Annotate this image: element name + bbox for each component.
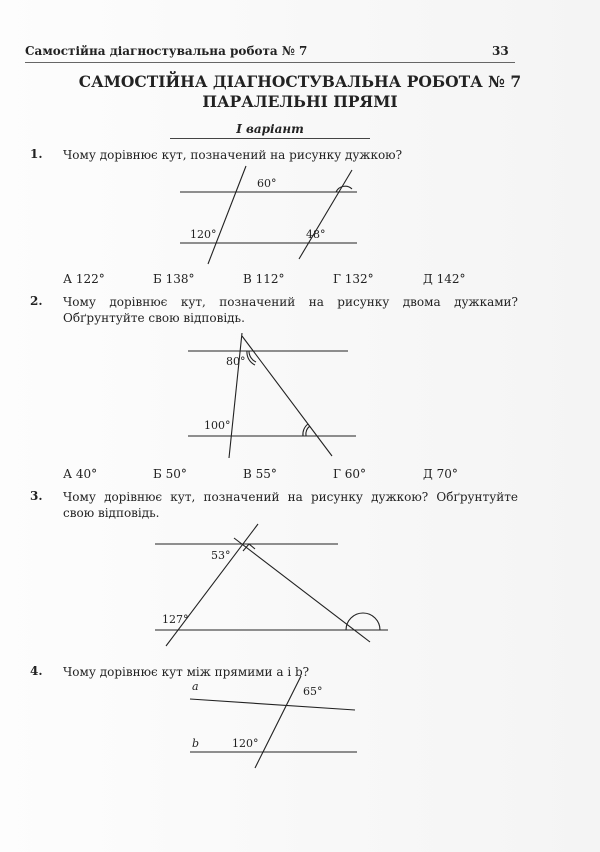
answer-option: Д 142°: [423, 272, 466, 286]
angle-label: 53°: [211, 549, 231, 562]
answer-option: В 55°: [243, 467, 277, 481]
angle-label: 65°: [303, 685, 323, 698]
page-subtitle: ПАРАЛЕЛЬНІ ПРЯМІ: [202, 92, 398, 111]
answer-option: В 112°: [243, 272, 285, 286]
answer-option: Г 132°: [333, 272, 374, 286]
question-number: 3.: [30, 489, 43, 503]
page-title: САМОСТІЙНА ДІАГНОСТУВАЛЬНА РОБОТА № 7: [78, 72, 522, 91]
angle-label: 80°: [226, 355, 246, 368]
question-text: Чому дорівнює кут, позначений на рисунку дужкою?: [63, 148, 403, 162]
angle-label: 60°: [257, 177, 277, 190]
figure-3: [155, 524, 388, 646]
angle-label: 127°: [162, 613, 189, 626]
answer-option: А 122°: [63, 272, 105, 286]
question-number: 4.: [30, 664, 43, 678]
answer-option: Б 138°: [153, 272, 195, 286]
question-text: Чому дорівнює кут, позначений на рисунку дужкою? Обґрунтуйте свою відповідь.: [63, 490, 518, 520]
angle-label: 100°: [204, 419, 231, 432]
page-number: 33: [492, 44, 509, 58]
question-number: 1.: [30, 147, 43, 161]
running-header: Самостійна діагностувальна робота № 7: [25, 44, 308, 58]
answer-option: Д 70°: [423, 467, 458, 481]
question-text: Чому дорівнює кут між прямими a і b?: [63, 665, 310, 679]
variant-heading: I варіант: [170, 122, 370, 139]
answer-option: Б 50°: [153, 467, 187, 481]
angle-label: 120°: [232, 737, 259, 750]
answer-option: Г 60°: [333, 467, 367, 481]
line-label-a: a: [192, 680, 199, 693]
figure-2: [188, 333, 356, 458]
angle-label: 120°: [190, 228, 217, 241]
question-text: Чому дорівнює кут, позначений на рисунку двома дужками? Обґрунтуйте свою відповідь.: [63, 295, 518, 325]
question-number: 2.: [30, 294, 43, 308]
line-label-b: b: [192, 737, 200, 750]
figure-4: [190, 676, 357, 768]
answer-option: А 40°: [63, 467, 98, 481]
figure-1: [180, 166, 357, 264]
angle-label: 48°: [306, 228, 326, 241]
